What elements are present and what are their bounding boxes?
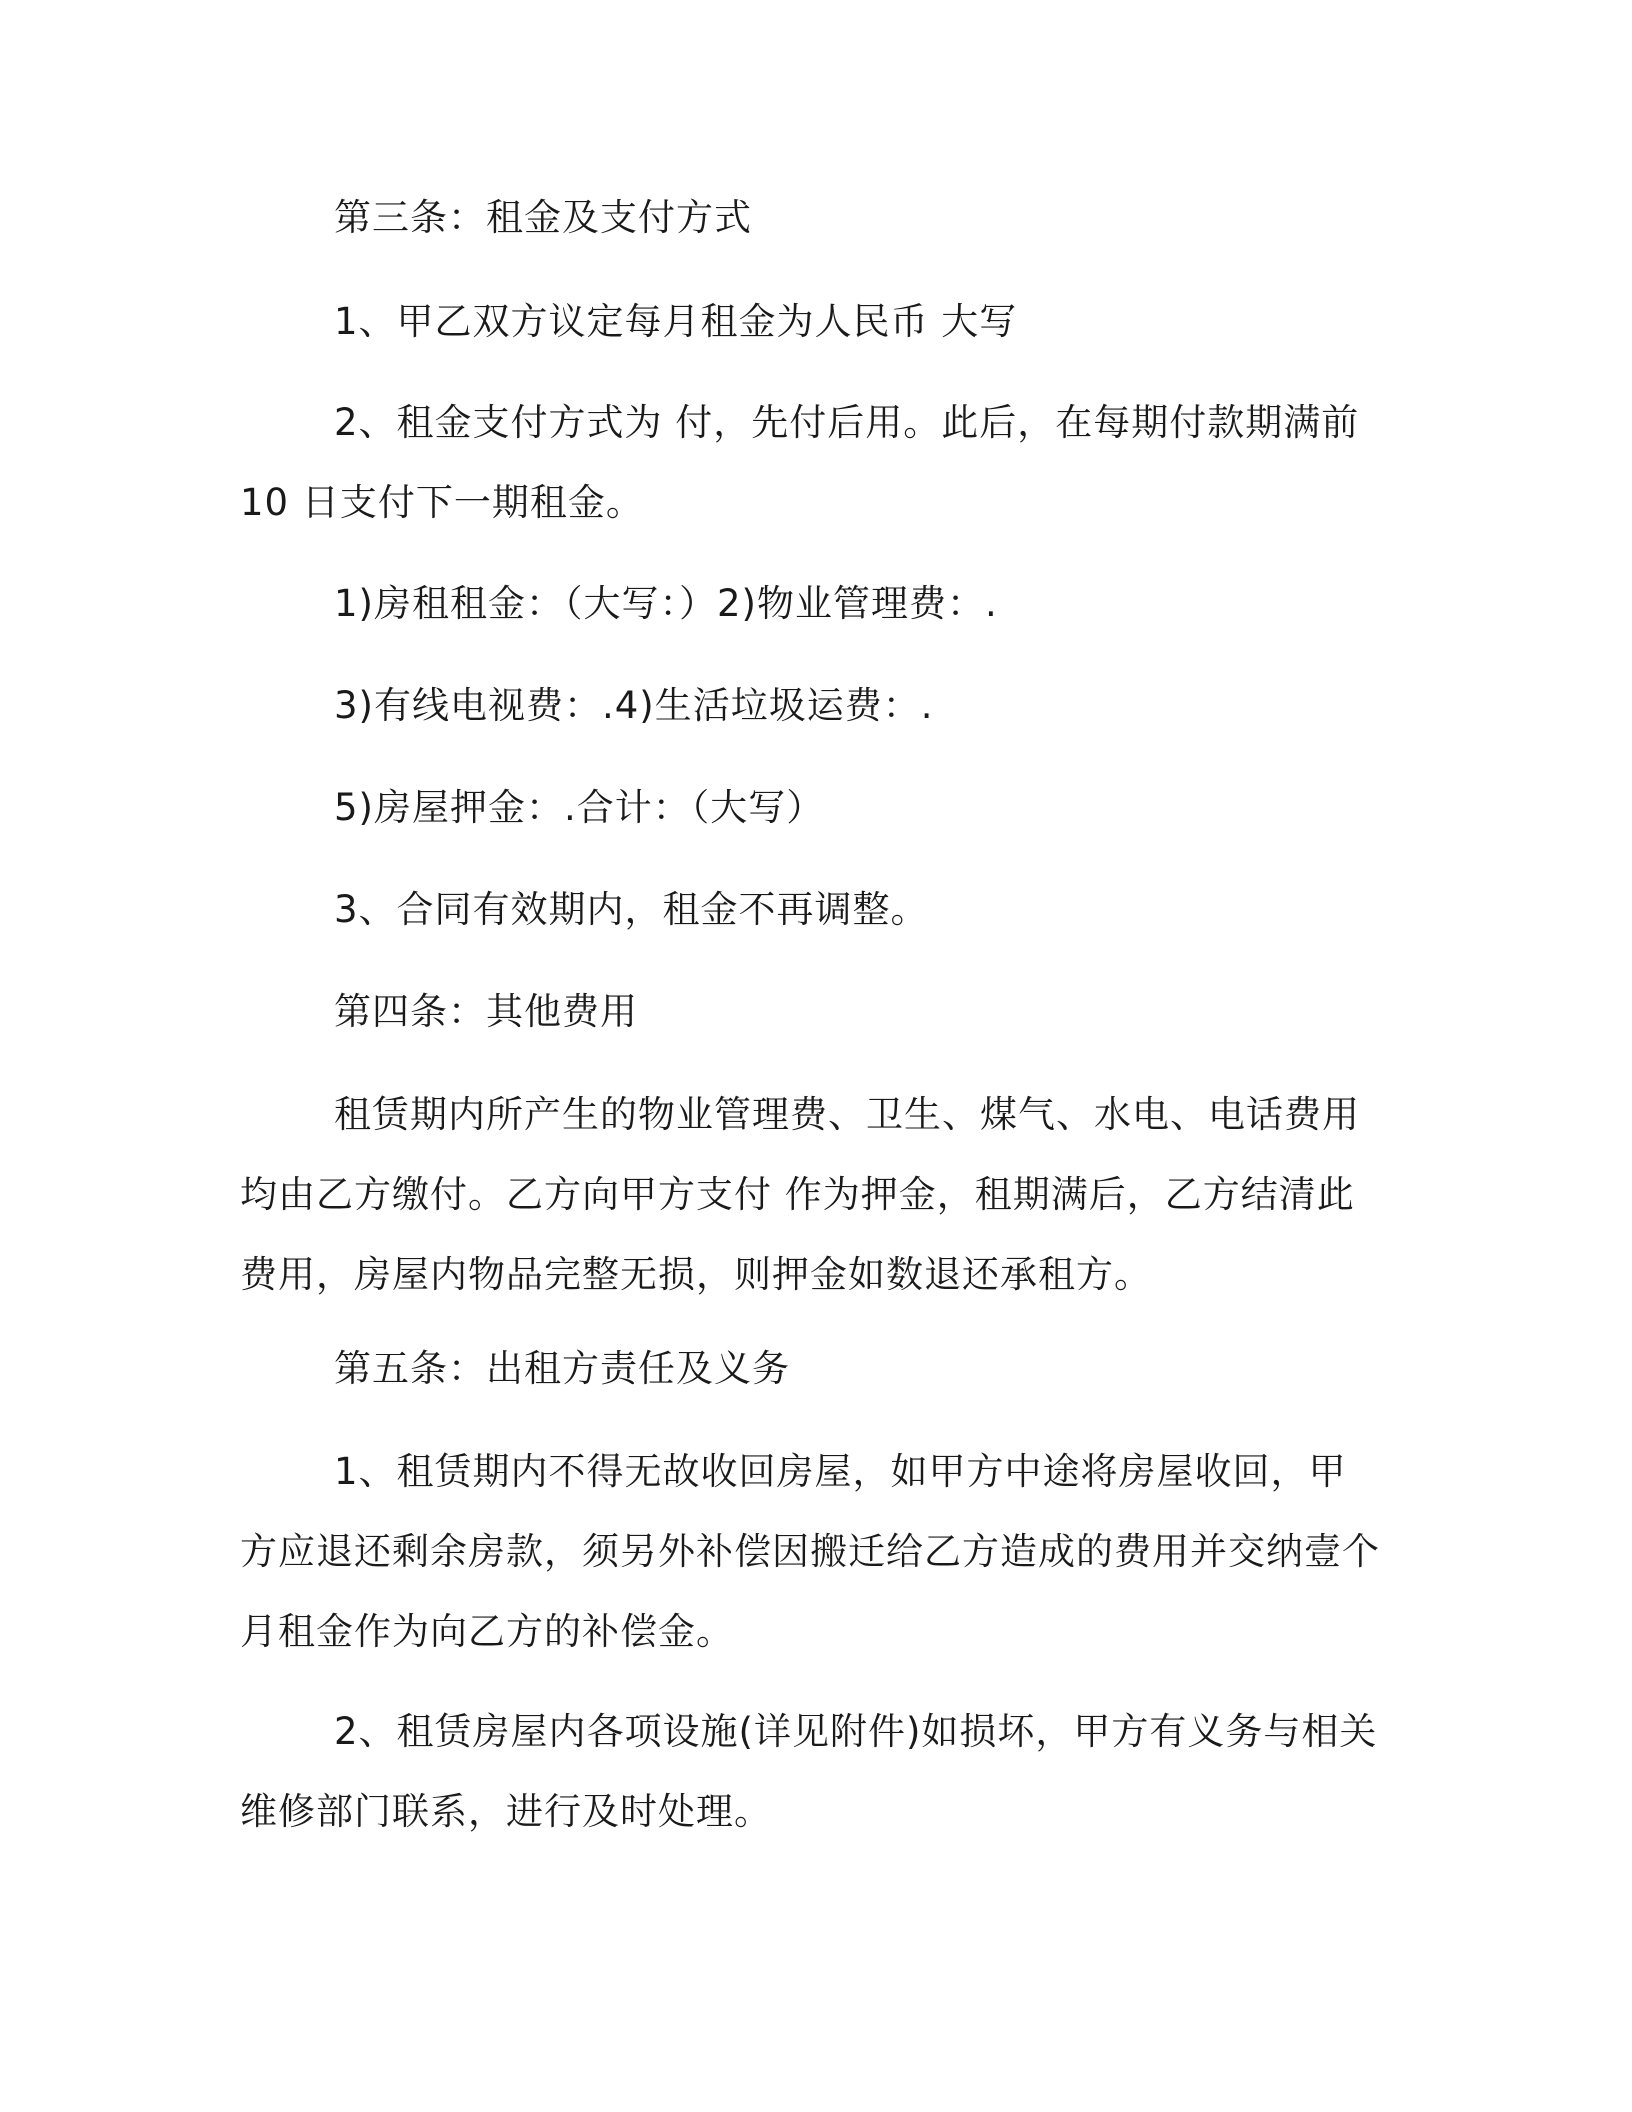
fee-item-5-total: 5)房屋押金：.合计：（大写） [334,786,825,829]
rent-clause-3: 3、合同有效期内，租金不再调整。 [334,888,929,931]
lessor-duty-2: 2、租赁房屋内各项设施(详见附件)如损坏，甲方有义务与相关维修部门联系，进行及时处理。 [240,1710,1378,1833]
rent-clause-1: 1、甲乙双方议定每月租金为人民币 大写 [334,300,1018,343]
article-4-heading: 第四条：其他费用 [334,990,638,1033]
lessor-duty-1: 1、租赁期内不得无故收回房屋，如甲方中途将房屋收回，甲方应退还剩余房款，须另外补偿因搬迁给乙方造成的费用并交纳壹个月租金作为向乙方的补偿金。 [240,1450,1380,1653]
fee-item-1-2: 1)房租租金：（大写：）2)物业管理费：. [334,582,998,625]
article-5-heading: 第五条：出租方责任及义务 [334,1347,790,1390]
fee-item-3-4: 3)有线电视费：.4)生活垃圾运费：. [334,684,934,727]
article-3-heading: 第三条：租金及支付方式 [334,196,752,239]
rent-clause-2: 2、租金支付方式为 付，先付后用。此后，在每期付款期满前 10 日支付下一期租金。 [240,401,1360,524]
other-fees-paragraph: 租赁期内所产生的物业管理费、卫生、煤气、水电、电话费用均由乙方缴付。乙方向甲方支付 作为押金，租期满后，乙方结清此费用，房屋内物品完整无损，则押金如数退还承租方。 [240,1093,1360,1296]
